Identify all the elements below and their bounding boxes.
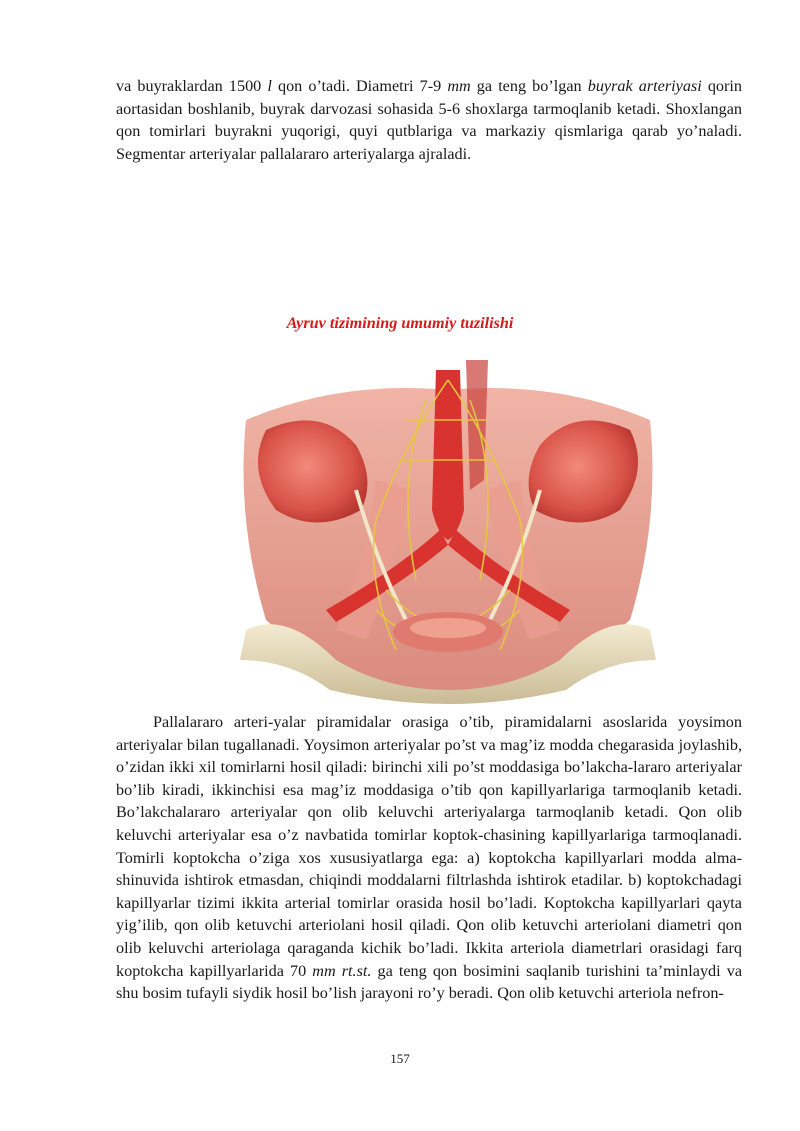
text-run: Pallalararo arteri-yalar piramidalar orasiga o’tib, piramidalarni asoslarida yoysimon arteriyalar bilan tugallanadi. Yoysimon arteriyalar po’st va mag’iz modda chegarasida joylashib, o’zidan ikki xil tomirlarni hosil qiladi: birinchi xili po’st moddasiga bo’lakcha-lararo arteriyalar bo’lib kiradi, ikkinchisi esa mag’iz moddasiga o’tib qon kapillyarlariga tarmoqlanib ketadi. Bo’lakchalararo arteriyalar qon olib keluvchi arteriyalarga tarmoqlanib ketadi. Qon olib keluvchi arteriyalar esa o’z navbatida tomirlar koptok-chasining kapillyarlariga tarmoqlanadi. Tomirli koptokcha o’ziga xos xususiyatlarga ega: a) koptokcha kapillyarlari modda alma-shinuvida ishtirok etmasdan, chiqindi moddalarni filtrlashda ishtirok etadilar. b) koptokchadagi kapillyarlar tizimi ikkita arterial tomirlar orasida hosil bo’ladi. Koptokcha kapillyarlari qayta yig’ilib, qon olib ketuvchi arteriolani hosil qiladi. Qon olib ketuvchi arteriolani diametri qon olib keluvchi arteriolaga qaraganda kichik bo’ladi. Ikkita arteriola diametrlari orasidagi farq koptokcha kapillyarlarida 70	[116, 713, 742, 980]
page-number: 157	[390, 1051, 410, 1066]
text-run: qorin aortasidan boshlanib, buyrak darvozasi sohasida 5-6 shoxlarga tarmoqlanib ketadi. Shoxlangan qon tomirlari buyrakni yuqorigi, quyi qutblariga va markaziy qismlariga qarab yo’naladi. Segmentar arteriyalar pallalararo arteriyalarga ajraladi.	[116, 77, 743, 163]
unit-mm: mm	[447, 77, 471, 95]
paragraph-1	[116, 75, 742, 165]
urinary-system-illustration	[226, 360, 670, 704]
unit-pressure: mm rt.st.	[312, 961, 372, 980]
paragraph-2	[116, 711, 742, 1005]
text-run: va buyraklardan 1500	[116, 77, 268, 95]
unit-liter: l	[267, 77, 272, 95]
figure-title: Ayruv tizimining umumiy tuzilishi	[286, 314, 514, 332]
text-run: ga teng qon bosimini saqlanib turishini ta’minlaydi va shu bosim tufayli siydik hosil bo’lish jarayoni ro’y beradi. Qon olib ketuvchi arteriola nefron-	[116, 961, 742, 1003]
text-run: qon o’tadi. Diametri 7-9	[271, 77, 448, 95]
text-run: ga teng bo’lgan	[470, 77, 588, 95]
term-kidney-artery: buyrak arteriyasi	[587, 77, 702, 95]
